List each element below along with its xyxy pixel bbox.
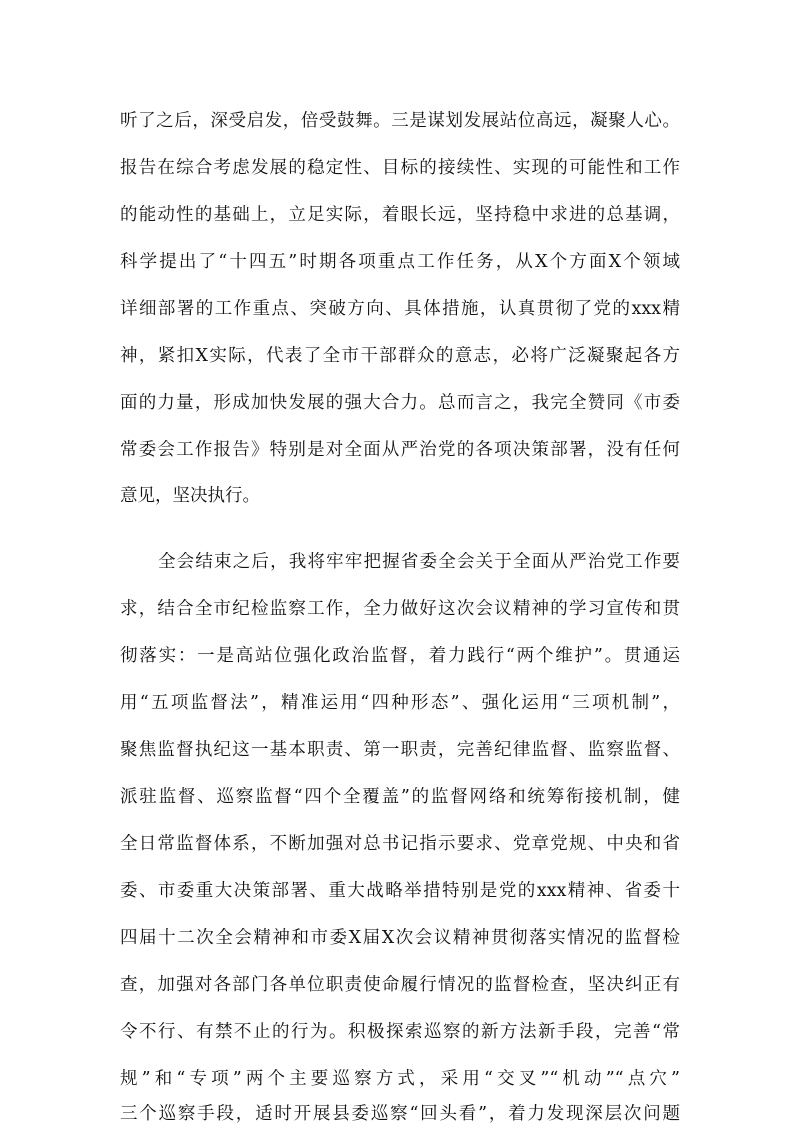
paragraph-2-line: 令不行、有禁不止的行为。积极探索巡察的新方法新手段，完善“常 (120, 1022, 680, 1042)
paragraph-2-line: 查，加强对各部门各单位职责使命履行情况的监督检查，坚决纠正有 (120, 975, 680, 995)
paragraph-1-line: 报告在综合考虑发展的稳定性、目标的接续性、实现的可能性和工作 (120, 158, 680, 178)
paragraph-1-line: 意见，坚决执行。 (120, 486, 260, 506)
paragraph-1-line: 神，紧扣X实际，代表了全市干部群众的意志，必将广泛凝聚起各方 (120, 346, 680, 366)
paragraph-2-line: 彻落实：一是高站位强化政治监督，着力践行“两个维护”。贯通运 (120, 646, 680, 666)
paragraph-1-line: 听了之后，深受启发，倍受鼓舞。三是谋划发展站位高远，凝聚人心。 (120, 111, 680, 131)
paragraph-2-line: 派驻监督、巡察监督“四个全覆盖”的监督网络和统筹衔接机制，健 (120, 787, 680, 807)
paragraph-2-line: 全日常监督体系，不断加强对总书记指示要求、党章党规、中央和省 (120, 834, 680, 854)
paragraph-2-line: 用“五项监督法”，精准运用“四种形态”、强化运用“三项机制”， (120, 693, 680, 713)
paragraph-2-line: 四届十二次全会精神和市委X届X次会议精神贯彻落实情况的监督检 (120, 928, 680, 948)
paragraph-2-line: 三个巡察手段，适时开展县委巡察“回头看”，着力发现深层次问题 (120, 1104, 680, 1124)
paragraph-1-line: 详细部署的工作重点、突破方向、具体措施，认真贯彻了党的xxx精 (120, 299, 680, 319)
paragraph-1-line: 科学提出了“十四五”时期各项重点工作任务，从X个方面X个领域 (120, 252, 680, 272)
paragraph-2-line: 求，结合全市纪检监察工作，全力做好这次会议精神的学习宣传和贯 (120, 599, 680, 619)
paragraph-1-line: 的能动性的基础上，立足实际，着眼长远，坚持稳中求进的总基调， (120, 205, 680, 225)
paragraph-2-line: 全会结束之后，我将牢牢把握省委全会关于全面从严治党工作要 (158, 552, 680, 572)
paragraph-1-line: 常委会工作报告》特别是对全面从严治党的各项决策部署，没有任何 (120, 440, 680, 460)
paragraph-2-line: 规”和“专项”两个主要巡察方式，采用“交叉”“机动”“点穴” (120, 1069, 680, 1089)
paragraph-1-line: 面的力量，形成加快发展的强大合力。总而言之，我完全赞同《市委 (120, 393, 680, 413)
paragraph-2-line: 聚焦监督执纪这一基本职责、第一职责，完善纪律监督、监察监督、 (120, 740, 680, 760)
paragraph-2-line: 委、市委重大决策部署、重大战略举措特别是党的xxx精神、省委十 (120, 881, 680, 901)
